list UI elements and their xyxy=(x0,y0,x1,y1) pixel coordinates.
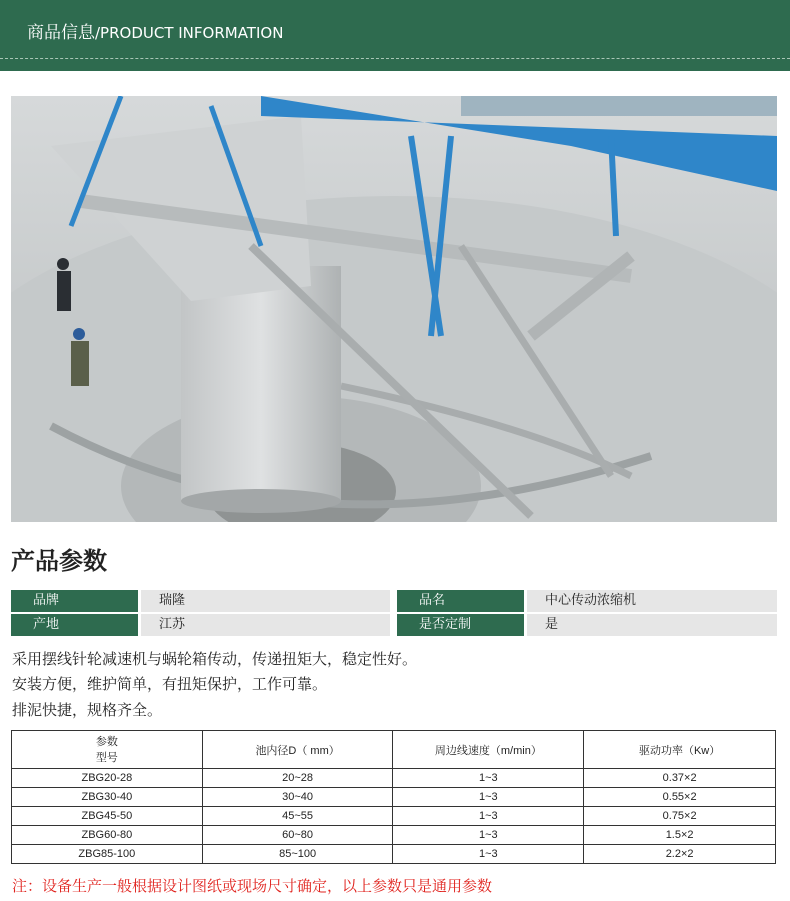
cell-power: 1.5×2 xyxy=(584,826,776,845)
spec-label-custom: 是否定制 xyxy=(397,614,524,636)
column-header-speed: 周边线速度（m/min） xyxy=(393,731,584,769)
cell-model: ZBG30-40 xyxy=(12,788,203,807)
parameter-table xyxy=(11,730,776,864)
table-header-row xyxy=(12,731,776,769)
spec-label-brand: 品牌 xyxy=(11,590,138,612)
column-header-power: 驱动功率（Kw） xyxy=(584,731,776,769)
corner-param-label: 参数 xyxy=(95,735,118,748)
table-row xyxy=(12,788,776,807)
header-title-cn: 商品信息 xyxy=(27,23,95,43)
cell-speed: 1~3 xyxy=(393,845,584,864)
cell-diameter: 20~28 xyxy=(202,769,393,788)
spec-value-name: 中心传动浓缩机 xyxy=(527,590,777,612)
spec-row xyxy=(11,590,777,612)
page-header xyxy=(0,0,790,71)
description-line: 排泥快捷，规格齐全。 xyxy=(12,701,163,719)
cell-power: 0.55×2 xyxy=(584,788,776,807)
table-row xyxy=(12,826,776,845)
cell-power: 0.37×2 xyxy=(584,769,776,788)
cell-model: ZBG85-100 xyxy=(12,845,203,864)
spec-label-origin: 产地 xyxy=(11,614,138,636)
section-title: 产品参数 xyxy=(11,547,107,575)
spec-value-origin: 江苏 xyxy=(141,614,390,636)
header-title-en: /PRODUCT INFORMATION xyxy=(95,24,284,42)
cell-diameter: 60~80 xyxy=(202,826,393,845)
spec-label-name: 品名 xyxy=(397,590,524,612)
cell-diameter: 45~55 xyxy=(202,807,393,826)
cell-diameter: 85~100 xyxy=(202,845,393,864)
table-row xyxy=(12,845,776,864)
corner-model-label: 型号 xyxy=(95,751,118,764)
cell-model: ZBG20-28 xyxy=(12,769,203,788)
spec-row xyxy=(11,614,777,636)
table-row xyxy=(12,807,776,826)
cell-model: ZBG60-80 xyxy=(12,826,203,845)
column-header-diameter: 池内径D（ mm） xyxy=(202,731,393,769)
product-photo xyxy=(11,96,777,522)
cell-speed: 1~3 xyxy=(393,826,584,845)
table-row xyxy=(12,769,776,788)
cell-speed: 1~3 xyxy=(393,769,584,788)
cell-speed: 1~3 xyxy=(393,788,584,807)
cell-speed: 1~3 xyxy=(393,807,584,826)
cell-power: 0.75×2 xyxy=(584,807,776,826)
thickener-illustration xyxy=(11,96,777,522)
description-line: 采用摆线针轮减速机与蜗轮箱传动，传递扭矩大，稳定性好。 xyxy=(12,650,418,668)
cell-model: ZBG45-50 xyxy=(12,807,203,826)
cell-diameter: 30~40 xyxy=(202,788,393,807)
spec-value-custom: 是 xyxy=(527,614,777,636)
description-line: 安装方便，维护简单，有扭矩保护，工作可靠。 xyxy=(12,675,328,693)
header-divider xyxy=(0,58,790,59)
footnote: 注：设备生产一般根据设计图纸或现场尺寸确定，以上参数只是通用参数 xyxy=(12,877,493,895)
table-corner-cell xyxy=(12,731,203,769)
header-title xyxy=(27,18,283,43)
cell-power: 2.2×2 xyxy=(584,845,776,864)
spec-value-brand: 瑞隆 xyxy=(141,590,390,612)
